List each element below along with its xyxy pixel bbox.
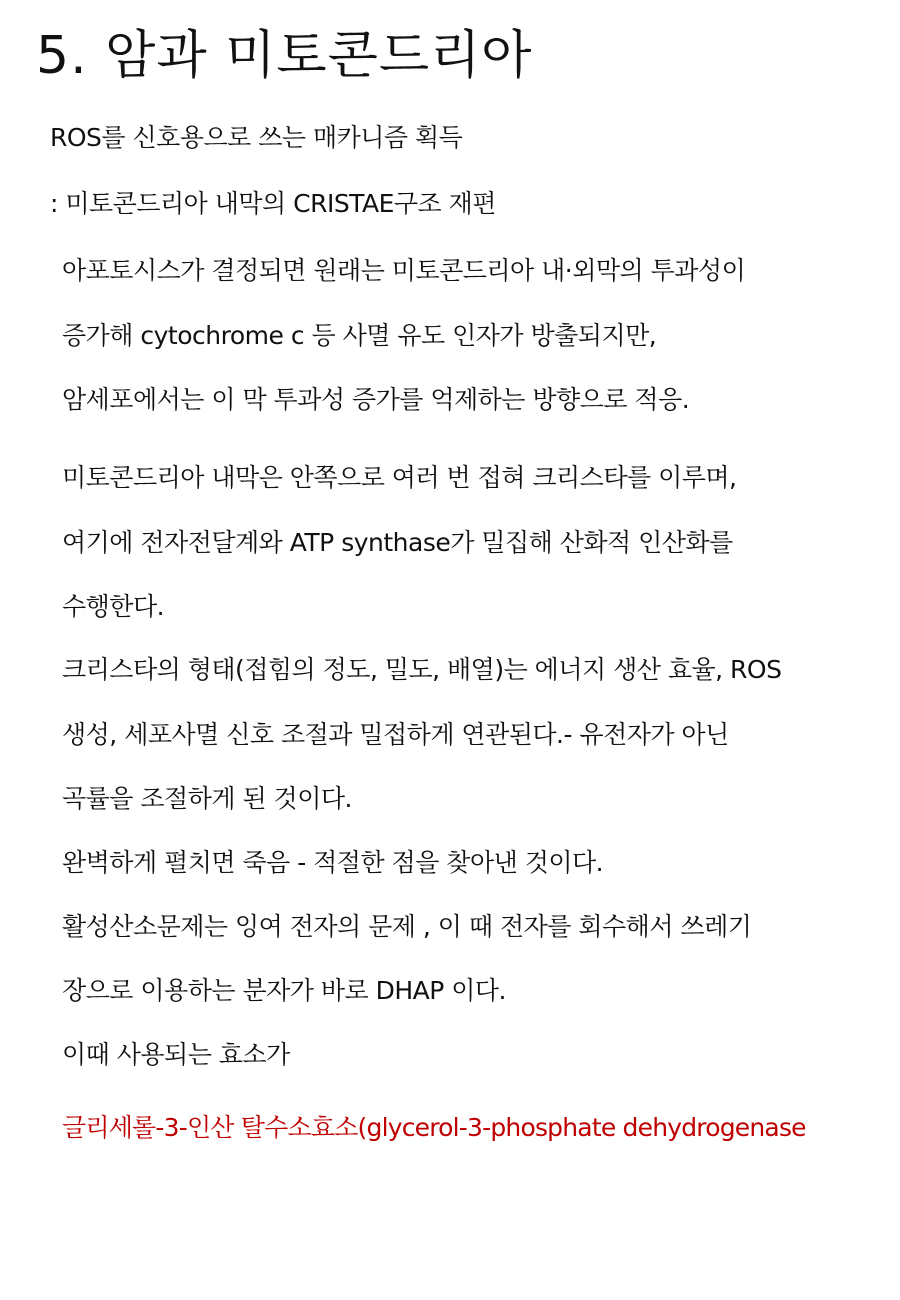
paragraph-line: 증가해 cytochrome c 등 사멸 유도 인자가 방출되지만,: [62, 321, 657, 350]
paragraph-line: 완벽하게 펼치면 죽음 - 적절한 점을 찾아낸 것이다.: [62, 848, 604, 877]
paragraph-line: 활성산소문제는 잉여 전자의 문제 , 이 때 전자를 회수해서 쓰레기: [62, 912, 752, 941]
subheading-cristae: : 미토콘드리아 내막의 CRISTAE구조 재편: [50, 189, 496, 218]
paragraph-line: 곡률을 조절하게 된 것이다.: [62, 784, 352, 813]
paragraph-line: 이때 사용되는 효소가: [62, 1040, 290, 1069]
paragraph-line: 생성, 세포사멸 신호 조절과 밀접하게 연관된다.- 유전자가 아닌: [62, 720, 729, 749]
highlight-enzyme-line: 글리세롤-3-인산 탈수소효소(glycerol-3-phosphate dehydrogenase: [62, 1113, 806, 1142]
page-title: 5. 암과 미토콘드리아: [36, 26, 533, 86]
paragraph-line: 암세포에서는 이 막 투과성 증가를 억제하는 방향으로 적응.: [62, 385, 690, 414]
paragraph-line: 수행한다.: [62, 592, 165, 621]
paragraph-line: 여기에 전자전달계와 ATP synthase가 밀집해 산화적 인산화를: [62, 528, 733, 557]
subheading-ros: ROS를 신호용으로 쓰는 매카니즘 획득: [50, 123, 463, 152]
paragraph-line: 크리스타의 형태(접힘의 정도, 밀도, 배열)는 에너지 생산 효율, ROS: [62, 655, 782, 684]
paragraph-line: 미토콘드리아 내막은 안쪽으로 여러 번 접혀 크리스타를 이루며,: [62, 463, 737, 492]
paragraph-line: 아포토시스가 결정되면 원래는 미토콘드리아 내·외막의 투과성이: [62, 256, 746, 285]
paragraph-line: 장으로 이용하는 분자가 바로 DHAP 이다.: [62, 976, 507, 1005]
